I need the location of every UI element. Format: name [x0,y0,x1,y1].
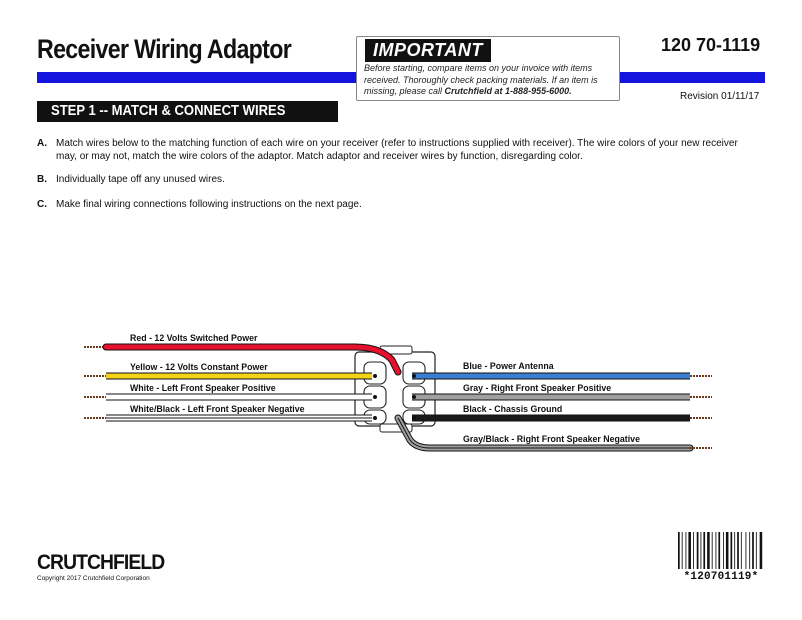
wire-label-red: Red - 12 Volts Switched Power [130,333,258,343]
step-heading-bar [37,101,338,122]
important-text [364,63,614,98]
revision-date: Revision 01/11/17 [680,91,760,102]
part-number: 120 70-1119 [661,35,761,55]
step-heading: STEP 1 -- MATCH & CONNECT WIRES [51,103,286,119]
instruction-text: Match wires below to the matching function of each wire on your receiver (refer to instructions supplied with receiver). The wire colors of your new receiver may, or may not, match the wire colors of the adaptor. Match adaptor and receiver wires by function, disregarding color. [56,138,738,162]
instruction-text: Make final wiring connections following instructions on the next page. [56,199,362,210]
wire-label-white-black: White/Black - Left Front Speaker Negative [130,404,305,414]
wire-label-gray: Gray - Right Front Speaker Positive [463,383,612,393]
copyright-notice: Copyright 2017 Crutchfield Corporation [37,575,150,582]
wire-label-yellow: Yellow - 12 Volts Constant Power [130,362,268,372]
wire-label-blue: Blue - Power Antenna [463,361,554,371]
wire-label-black: Black - Chassis Ground [463,404,563,414]
wire-label-gray-black: Gray/Black - Right Front Speaker Negative [463,434,640,444]
important-notice [356,36,620,101]
barcode [678,532,764,569]
crutchfield-logo: CRUTCHFIELD [37,551,165,574]
instruction-text: Individually tape off any unused wires. [56,174,225,185]
wiring-diagram [0,320,802,470]
instruction-letter: A. [37,138,47,149]
barcode-text: *120701119* [683,571,759,583]
important-phone: Crutchfield at 1-888-955-6000. [444,86,572,96]
important-label: IMPORTANT [365,39,491,62]
instruction-letter: C. [37,199,47,210]
document-title: Receiver Wiring Adaptor [37,34,292,64]
wire-label-white: White - Left Front Speaker Positive [130,383,276,393]
instruction-letter: B. [37,174,47,185]
important-text-body: Before starting, compare items on your invoice with items received. Thoroughly check packing materials. If an item is missing, please call [364,63,598,96]
